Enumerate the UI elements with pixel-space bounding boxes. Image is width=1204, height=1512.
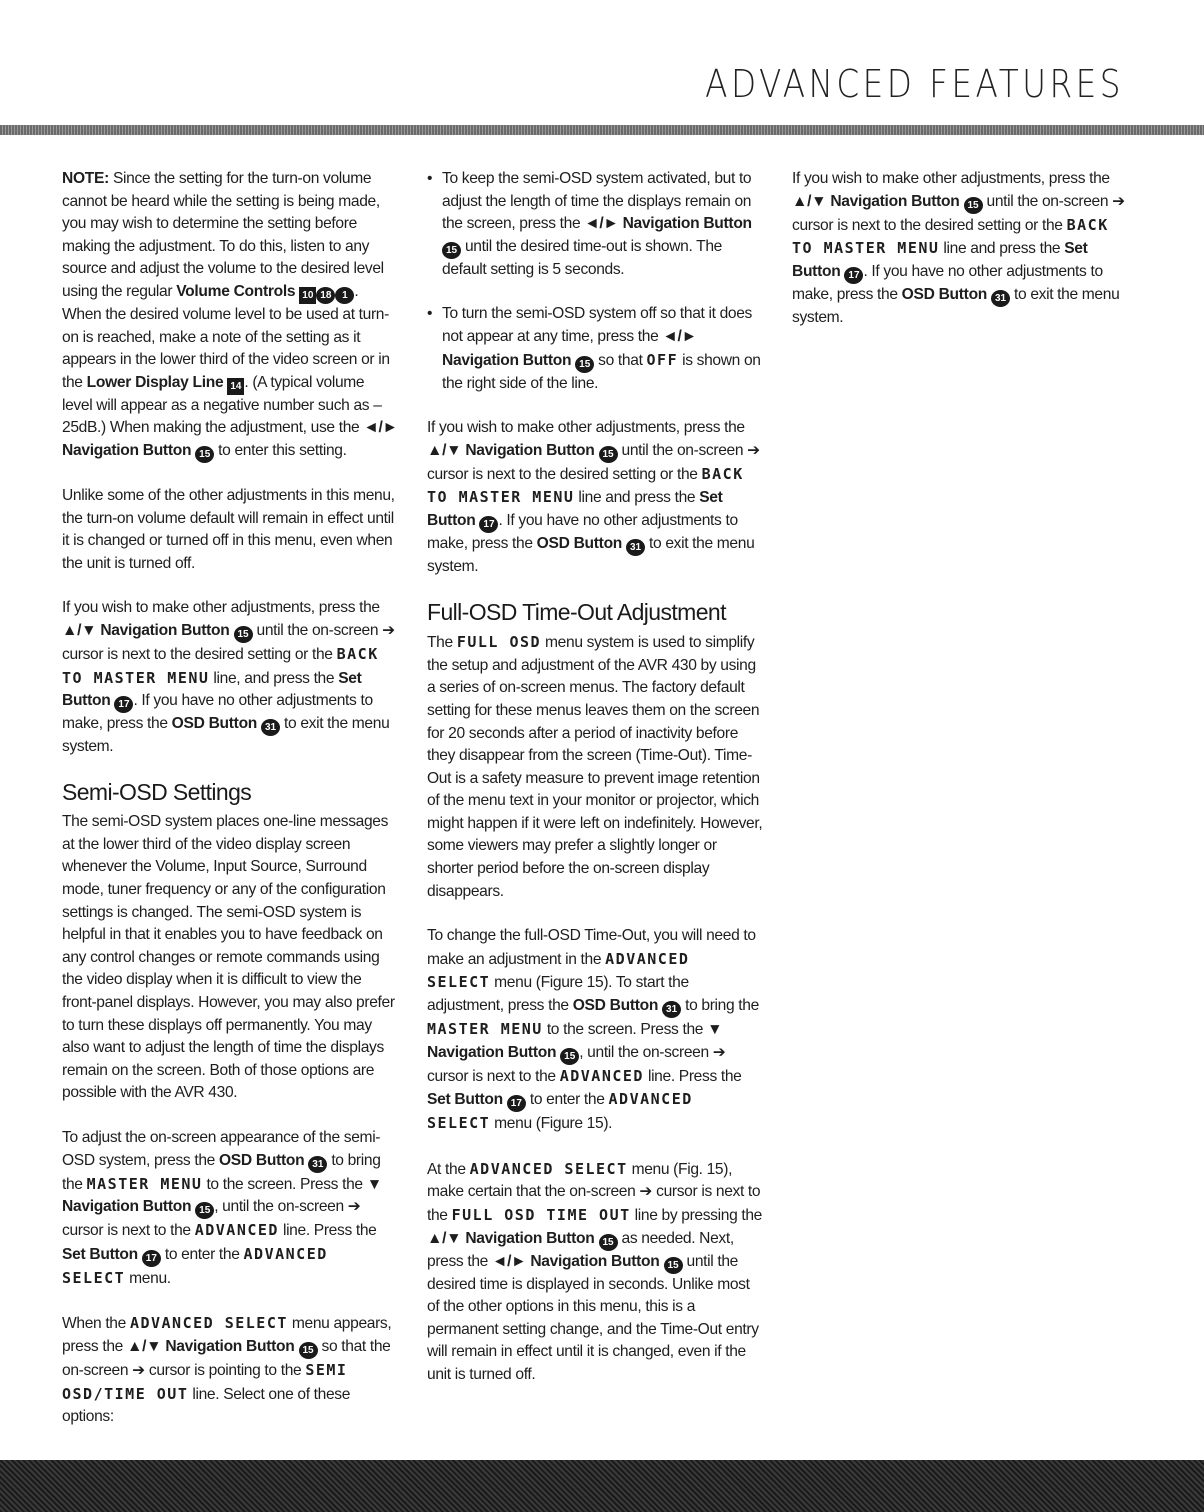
control-name: ◄/► Navigation Button: [584, 215, 752, 233]
button-number-icon: 31: [991, 290, 1010, 307]
button-number-icon: 31: [626, 539, 645, 556]
semi-osd-adjust-paragraph: [62, 1127, 398, 1290]
button-number-icon: 31: [261, 719, 280, 736]
body-text: menu appears, press the: [62, 1315, 392, 1355]
button-number-icon: 31: [308, 1156, 327, 1173]
body-text: as needed. Next, press the: [427, 1229, 734, 1270]
button-number-icon: 15: [560, 1048, 579, 1065]
body-text: menu (Figure 15). To start the adjustment, press the: [427, 974, 689, 1015]
body-text: line. Press the: [643, 1067, 742, 1085]
body-text: menu system is used to simplify the setup and adjustment of the AVR 430 by using a series of on-screen menus. The factory default setting for these menus leaves them on the screen for 20 seconds after a period of inactivity before they disappear from the screen (Time-Out). Time-Out is a safety measure to prevent image retention of the menu text in your monitor or projector, which might happen if it were left on indefinitely. However, some viewers may prefer a slightly longer or shorter period before the on-screen display disappears.: [427, 634, 763, 900]
osd-menu-text: BACK TO MASTER MENU: [427, 464, 744, 507]
body-text: Since the setting for the turn-on volume cannot be heard while the setting is being made, you may wish to determine the setting before making the adjustment. To do this, listen to any source and adjust the volume to the desired level using the regular: [62, 170, 384, 300]
control-name: Set Button: [427, 1091, 507, 1109]
body-text: line. Press the: [278, 1222, 377, 1240]
body-text: Unlike some of the other adjustments in this menu, the turn-on volume default will remain in effect until it is changed or turned off in this menu, even when the unit is turned off.: [62, 486, 395, 572]
body-text: menu.: [125, 1269, 171, 1287]
button-number-icon: 17: [479, 516, 498, 533]
body-text: line, and press the: [209, 669, 339, 687]
control-name: Set Button: [792, 240, 1088, 280]
body-text: line. Select one of these options:: [62, 1385, 351, 1426]
body-text: is shown on the right side of the line.: [442, 351, 761, 392]
body-text: To turn the semi-OSD system off so that it does not appear at any time, press the: [442, 305, 752, 345]
body-text: line and press the: [574, 489, 700, 507]
full-osd-change-paragraph: [427, 925, 763, 1136]
full-osd-timeout-paragraph: [427, 1158, 763, 1387]
body-text: to the screen. Press the: [542, 1021, 708, 1039]
body-text: to exit the menu system.: [427, 534, 755, 575]
bullet-text: [442, 303, 763, 395]
control-name: OSD Button: [171, 715, 262, 733]
display-number-icon: 10: [299, 287, 316, 304]
advanced-select-paragraph: [62, 1312, 398, 1428]
full-osd-heading: Full-OSD Time-Out Adjustment: [427, 598, 726, 625]
body-text: menu (Figure 15).: [490, 1115, 613, 1133]
osd-menu-text: MASTER MENU: [427, 1020, 543, 1039]
control-name: Lower Display Line: [86, 373, 228, 391]
control-name: Set Button: [62, 1245, 142, 1263]
button-number-icon: 15: [234, 626, 253, 643]
body-text: to enter the: [525, 1091, 609, 1109]
button-number-icon: 17: [507, 1095, 526, 1112]
body-text: At the: [427, 1160, 470, 1178]
body-text: . When the desired volume level to be used at turn-on is reached, make a note of the setting as it appears in the lower third of the video screen or in the: [62, 282, 390, 391]
control-name: ◄/► Navigation Button: [491, 1252, 664, 1270]
bullet-dot-icon: •: [427, 170, 433, 187]
full-osd-description: [427, 631, 763, 903]
button-number-icon: 15: [299, 1342, 318, 1359]
body-text: so that: [594, 351, 647, 369]
bullet-item-turn-off: [427, 303, 763, 395]
control-name: ▲/▼ Navigation Button: [62, 621, 234, 639]
bullet-item-keep-active: [427, 168, 763, 281]
body-text: menu (Fig. 15), make certain that the on-screen ➔ cursor is next to the: [427, 1160, 761, 1224]
control-name: Set Button: [427, 489, 723, 529]
body-text: so that the on-screen ➔ cursor is pointing to the: [62, 1337, 391, 1379]
button-number-icon: 15: [599, 1234, 618, 1251]
note-paragraph: [62, 168, 398, 463]
osd-menu-text: ADVANCED SELECT: [427, 1090, 693, 1133]
button-number-icon: 1: [335, 287, 354, 304]
osd-menu-text: ADVANCED: [194, 1221, 279, 1240]
control-name: OSD Button: [218, 1151, 309, 1169]
body-text: line by pressing the: [630, 1207, 762, 1224]
body-text: to bring the: [62, 1151, 381, 1193]
body-text: . If you have no other adjustments to make, press the: [62, 692, 373, 733]
bullet-text: [442, 168, 763, 281]
osd-menu-text: MASTER MENU: [86, 1174, 203, 1193]
body-text: until the desired time-out is shown. The default setting is 5 seconds.: [442, 237, 722, 278]
body-text: to exit the menu system.: [792, 285, 1120, 326]
body-text: . If you have no other adjustments to make, press the: [427, 511, 738, 552]
body-text: The: [427, 634, 457, 652]
body-text: To keep the semi-OSD system activated, but to adjust the length of time the displays remain on the screen, press the: [442, 170, 752, 233]
control-name: ▼ Navigation Button: [62, 1175, 382, 1216]
control-name: ▲/▼ Navigation Button: [792, 192, 964, 210]
osd-menu-text: ADVANCED SELECT: [62, 1244, 328, 1287]
body-text: To change the full-OSD Time-Out, you will need to make an adjustment in the: [427, 927, 756, 968]
body-text: to enter the: [160, 1245, 244, 1263]
button-number-icon: 15: [599, 446, 618, 463]
button-number-icon: 31: [662, 1001, 681, 1018]
osd-menu-text: FULL OSD: [456, 633, 542, 652]
turn-on-volume-paragraph: [62, 485, 398, 575]
control-name: OSD Button: [572, 997, 663, 1015]
button-number-icon: 15: [964, 197, 983, 214]
osd-menu-text: BACK TO MASTER MENU: [792, 215, 1109, 258]
button-number-icon: 17: [142, 1250, 161, 1267]
control-name: NOTE:: [62, 170, 110, 187]
body-text: To adjust the on-screen appearance of the semi-OSD system, press the: [62, 1129, 381, 1169]
osd-menu-text: ADVANCED: [559, 1066, 644, 1085]
control-name: Set Button: [62, 669, 362, 710]
footer-bar: [0, 1460, 1204, 1512]
button-number-icon: 15: [195, 446, 214, 463]
other-adjustments-paragraph: [62, 597, 398, 758]
button-number-icon: 15: [575, 356, 594, 373]
body-text: If you wish to make other adjustments, press the: [62, 599, 380, 617]
control-name: OSD Button: [901, 285, 992, 303]
osd-menu-text: ADVANCED SELECT: [427, 949, 690, 992]
control-name: ◄/► Navigation Button: [62, 419, 398, 459]
osd-menu-text: OFF: [646, 350, 679, 369]
body-text: , until the on-screen ➔ cursor is next to the: [62, 1198, 361, 1240]
body-text: to bring the: [681, 997, 759, 1015]
body-text: until the on-screen ➔ cursor is next to the desired setting or the: [427, 441, 760, 483]
control-name: OSD Button: [536, 534, 627, 552]
body-text: line and press the: [939, 240, 1065, 258]
button-number-icon: 15: [195, 1202, 214, 1219]
semi-osd-heading: Semi-OSD Settings: [62, 778, 252, 805]
column-1: [62, 168, 398, 1451]
button-number-icon: 17: [114, 696, 133, 713]
body-text: If you wish to make other adjustments, press the: [427, 419, 745, 437]
button-number-icon: 15: [664, 1257, 683, 1274]
osd-menu-text: ADVANCED SELECT: [469, 1159, 628, 1178]
button-number-icon: 18: [316, 287, 335, 304]
control-name: Volume Controls: [176, 282, 300, 300]
osd-menu-text: BACK TO MASTER MENU: [62, 644, 379, 687]
column-2: [427, 168, 763, 1409]
control-name: ▲/▼ Navigation Button: [126, 1337, 299, 1355]
button-number-icon: 15: [442, 242, 461, 259]
button-number-icon: 17: [844, 267, 863, 284]
control-name: ▲/▼ Navigation Button: [427, 1229, 599, 1247]
display-number-icon: 14: [227, 378, 244, 395]
bullet-dot-icon: •: [427, 305, 433, 323]
body-text: . (A typical volume level will appear as a negative number such as –25dB.) When making the adjustment, use the: [62, 373, 382, 437]
body-text: to the screen. Press the: [202, 1175, 367, 1193]
control-name: ◄/► Navigation Button: [442, 327, 697, 369]
osd-menu-text: FULL OSD TIME OUT: [451, 1206, 631, 1224]
header-rule: [0, 125, 1204, 135]
body-text: The semi-OSD system places one-line messages at the lower third of the video display screen whenever the Volume, Input Source, Surround mode, tuner frequency or any of the configuration settings is changed. The semi-OSD system is helpful in that it enables you to have feedback on any control changes or remote commands using the video display when it is difficult to view the front-panel displays. However, you may also prefer to turn these displays off permanently. You may also want to adjust the length of time the displays remain on the screen. Both of those options are possible with the AVR 430.: [62, 813, 395, 1102]
body-text: When the: [62, 1315, 130, 1333]
body-text: to exit the menu system.: [62, 715, 390, 756]
control-name: ▼ Navigation Button: [427, 1021, 723, 1061]
control-name: ▲/▼ Navigation Button: [427, 441, 599, 459]
semi-osd-description: [62, 811, 398, 1105]
body-text: until the desired time is displayed in seconds. Unlike most of the other options in this menu, this is a permanent setting change, and the Time-Out entry will remain in effect until it is changed, even if the unit is turned off.: [427, 1252, 759, 1383]
other-adjustments-paragraph: [792, 168, 1128, 329]
body-text: until the on-screen ➔ cursor is next to the desired setting or the: [62, 621, 395, 663]
other-adjustments-paragraph: [427, 417, 763, 578]
body-text: If you wish to make other adjustments, press the: [792, 170, 1110, 187]
body-text: . If you have no other adjustments to make, press the: [792, 262, 1103, 303]
column-3: [792, 168, 1128, 351]
body-text: , until the on-screen ➔ cursor is next to the: [427, 1043, 726, 1085]
body-text: to enter this setting.: [214, 441, 347, 459]
page-header-title: ADVANCED FEATURES: [705, 62, 1124, 106]
osd-menu-text: SEMI OSD/TIME OUT: [62, 1360, 348, 1403]
body-text: until the on-screen ➔ cursor is next to the desired setting or the: [792, 192, 1125, 234]
osd-menu-text: ADVANCED SELECT: [129, 1314, 288, 1333]
